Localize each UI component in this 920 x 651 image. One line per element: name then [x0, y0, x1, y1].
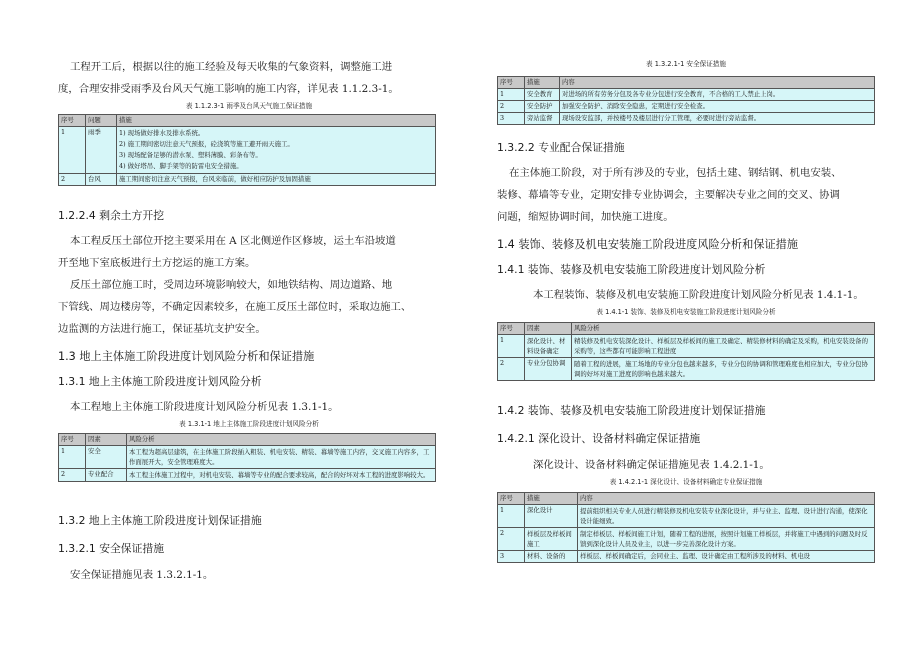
table-cell: 台风 [86, 174, 117, 186]
table-cell: 专业分包协调 [525, 358, 572, 381]
table-cell: 安全防护 [525, 101, 560, 113]
table-cell: 1 [498, 335, 525, 358]
table-row [59, 174, 436, 186]
table-cell: 材料、设备的 [525, 551, 578, 563]
table-cell: 1 [498, 89, 525, 101]
table-cell: 样板层及样板间施工 [525, 528, 578, 551]
table-row [59, 446, 436, 469]
decoration-risk-table [497, 322, 875, 381]
header-cell: 问题 [86, 115, 117, 127]
table-cell: 1 [59, 127, 86, 174]
header-cell: 措施 [117, 115, 436, 127]
header-cell: 内容 [578, 493, 875, 505]
table-cell: 2 [498, 358, 525, 381]
paragraph-coordination-line2: 装修、幕墙等专业，定期安排专业协调会，主要解决专业之间的交叉、协调 [497, 189, 840, 201]
table-cell: 2 [59, 469, 86, 482]
header-cell: 措施 [525, 493, 578, 505]
table-caption: 表 1.4.2.1-1 深化设计、设备材料确定专业保证措施 [609, 478, 763, 486]
table-cell [117, 127, 436, 174]
rain-typhoon-table [58, 114, 436, 186]
table-cell: 提前组织相关专业人员进行精装修及机电安装专业深化设计，并与业主、监理、设计进行沟通，使深化设计能细致。 [578, 505, 875, 528]
section-heading: 1.3.1 地上主体施工阶段进度计划风险分析 [58, 375, 262, 388]
table-cell: 专业配合 [86, 469, 127, 482]
table-cell: 3 [498, 113, 525, 125]
table-cell: 随着工程的进展，施工场地的专业分包也越来越多，专业分包的协调和管理难度也相应加大，专业分包协调的好坏对施工进度的影响也越来越大。 [572, 358, 875, 381]
header-cell: 措施 [525, 77, 560, 89]
table-cell: 加强安全防护、消除安全隐患，定期进行安全检查。 [560, 101, 875, 113]
section-heading: 1.3 地上主体施工阶段进度计划风险分析和保证措施 [58, 350, 315, 363]
table-caption: 表 1.3.2.1-1 安全保证措施 [646, 60, 726, 68]
table-header-row [59, 115, 436, 127]
table-row [498, 335, 875, 358]
header-cell: 序号 [498, 323, 525, 335]
table-row [498, 505, 875, 528]
header-cell: 序号 [498, 493, 525, 505]
measure-line: 1) 现场做好排水及排水系统。 [119, 129, 205, 137]
table-cell: 旁站监督 [525, 113, 560, 125]
table-cell: 对进场的所有劳务分包及各专业分包进行安全教育，不合格的工人禁止上岗。 [560, 89, 875, 101]
section-heading: 1.3.2.2 专业配合保证措施 [497, 141, 625, 154]
table-row [59, 127, 436, 174]
paragraph-excavation-line2: 开至地下室底板进行土方挖运的施工方案。 [58, 257, 256, 269]
table-header-row [498, 493, 875, 505]
section-heading: 1.4.2 装饰、装修及机电安装施工阶段进度计划保证措施 [497, 404, 766, 417]
table-cell: 2 [498, 101, 525, 113]
table-caption: 表 1.1.2.3-1 雨季及台风天气施工保证措施 [185, 102, 313, 110]
table-row [498, 551, 875, 563]
paragraph-coordination-line3: 问题，缩短协调时间，加快施工进度。 [497, 211, 674, 223]
table-row [498, 101, 875, 113]
table-cell: 施工期间密切注意天气预报，台风来临前，做好相应防护及加固措施 [117, 174, 436, 186]
paragraph-decoration-risk-intro: 本工程装饰、装修及机电安装施工阶段进度计划风险分析见表 1.4.1-1。 [533, 289, 864, 301]
section-heading: 1.4.2.1 深化设计、设备材料确定保证措施 [497, 432, 701, 445]
paragraph-design-intro: 深化设计、设备材料确定保证措施见表 1.4.2.1-1。 [533, 459, 770, 471]
table-cell: 1 [59, 446, 86, 469]
paragraph-excavation-line1: 本工程反压土部位开挖主要采用在 A 区北侧逆作区修坡，运土车沿坡道 [70, 235, 396, 247]
safety-measures-table [497, 76, 875, 125]
design-material-table [497, 492, 875, 563]
paragraph-backfill-line1: 反压土部位施工时，受周边环境影响较大，如地铁结构、周边道路、地 [70, 279, 393, 291]
header-cell: 内容 [560, 77, 875, 89]
table-cell: 深化设计 [525, 505, 578, 528]
paragraph-safety-intro: 安全保证措施见表 1.3.2.1-1。 [70, 569, 214, 581]
table-header-row [498, 77, 875, 89]
table-row [498, 358, 875, 381]
header-cell: 序号 [59, 434, 86, 446]
section-heading: 1.3.2 地上主体施工阶段进度计划保证措施 [58, 514, 262, 527]
table-cell: 本工程主体施工过程中，对机电安装、幕墙等专业的配合要求较高，配合的好坏对本工程的进度影响较大。 [127, 469, 436, 482]
table-cell: 2 [59, 174, 86, 186]
section-heading: 1.3.2.1 安全保证措施 [58, 542, 164, 555]
table-cell: 1 [498, 505, 525, 528]
table-caption: 表 1.4.1-1 装饰、装修及机电安装施工阶段进度计划风险分析 [596, 308, 776, 316]
table-cell: 深化设计、材料设备确定 [525, 335, 572, 358]
table-header-row [498, 323, 875, 335]
paragraph-weather-line2: 度，合理安排受雨季及台风天气施工影响的施工内容，详见表 1.1.2.3-1。 [58, 83, 399, 95]
table-cell: 样板层、样板间确定后，会同业主、监理、设计确定由工程所涉及的材料、机电设 [578, 551, 875, 563]
table-header-row [59, 434, 436, 446]
table-row [498, 89, 875, 101]
table-cell: 精装修及机电安装深化设计、样板层及样板间的施工及确定、精装修材料的确定及采购，机电安装设备的采购等，这些都有可能影响工程进度 [572, 335, 875, 358]
table-row [498, 113, 875, 125]
header-cell: 因素 [86, 434, 127, 446]
paragraph-coordination-line1: 在主体施工阶段，对于所有涉及的专业，包括土建、钢结钢、机电安装、 [509, 167, 842, 179]
paragraph-backfill-line2: 下管线、周边楼房等，不确定因素较多，在施工反压土部位时，采取边施工、 [58, 301, 412, 313]
section-heading: 1.2.2.4 剩余土方开挖 [58, 209, 164, 222]
paragraph-risk-intro: 本工程地上主体施工阶段进度计划风险分析见表 1.3.1-1。 [70, 401, 339, 413]
header-cell: 序号 [498, 77, 525, 89]
paragraph-weather-line1: 工程开工后，根据以往的施工经验及每天收集的气象资料，调整施工进 [70, 61, 393, 73]
section-heading: 1.4.1 装饰、装修及机电安装施工阶段进度计划风险分析 [497, 263, 766, 276]
table-cell: 安全 [86, 446, 127, 469]
header-cell: 风险分析 [127, 434, 436, 446]
table-cell: 安全教育 [525, 89, 560, 101]
table-cell: 本工程为超高层建筑，在主体施工阶段插入粗装、机电安装、精装、幕墙等施工内容，交叉施工内容多，工作面展开大，安全管理难度大。 [127, 446, 436, 469]
header-cell: 风险分析 [572, 323, 875, 335]
table-cell: 雨季 [86, 127, 117, 174]
header-cell: 序号 [59, 115, 86, 127]
table-row [498, 528, 875, 551]
table-cell: 2 [498, 528, 525, 551]
table-cell: 现场设安监部，并按楼号及楼层进行分工管理，必要时进行旁站监督。 [560, 113, 875, 125]
measure-line: 3) 现场配备足够的潜水泵、塑料薄膜、彩条布等。 [119, 151, 262, 159]
table-cell: 制定样板层、样板间施工计划，随着工程的进展，按照计划施工样板层，并将施工中遇到的问题及时反馈到深化设计人员及业主，以进一步完善深化设计方案。 [578, 528, 875, 551]
table-row [59, 469, 436, 482]
measure-line: 2) 施工期间密切注意天气预报，砼浇筑等施工避开雨天施工。 [119, 140, 294, 148]
measure-line: 4) 做好塔吊、脚手架等的防雷电安全措施。 [119, 162, 243, 170]
section-heading: 1.4 装饰、装修及机电安装施工阶段进度风险分析和保证措施 [497, 238, 799, 251]
table-cell: 3 [498, 551, 525, 563]
table-caption: 表 1.3.1-1 地上主体施工阶段进度计划风险分析 [179, 420, 319, 428]
paragraph-backfill-line3: 边监测的方法进行施工，保证基坑支护安全。 [58, 323, 266, 335]
header-cell: 因素 [525, 323, 572, 335]
main-structure-risk-table [58, 433, 436, 482]
